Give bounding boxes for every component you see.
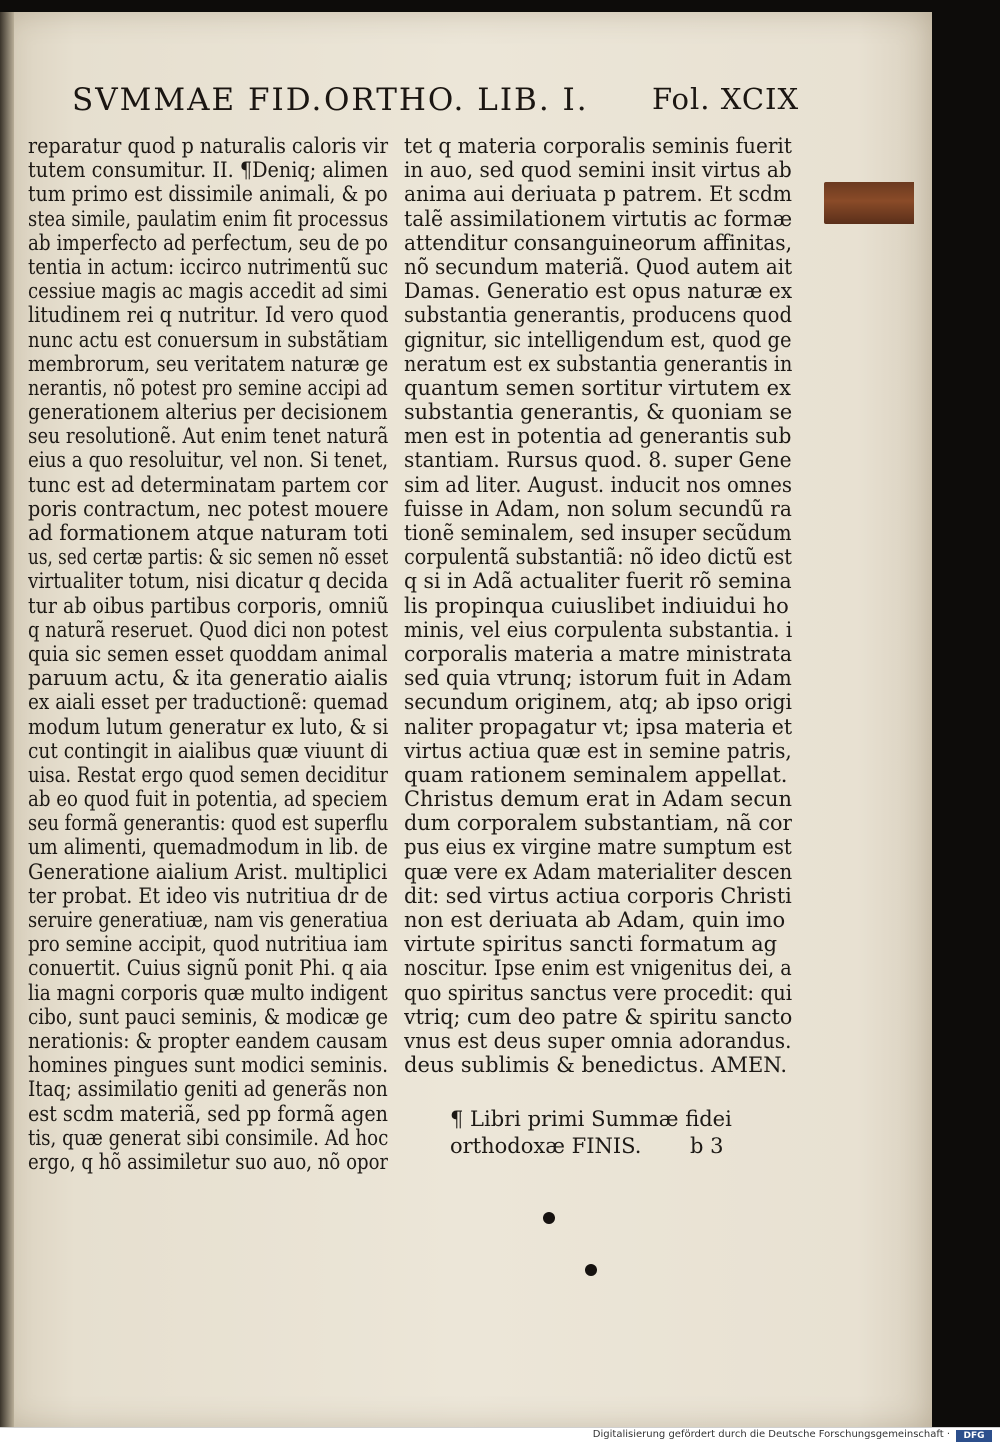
right-column-line: Damas. Generatio est opus naturæ ex (404, 279, 792, 304)
left-column-line: seu resolutionẽ. Aut enim tenet naturã (28, 424, 389, 449)
right-column-line: naliter propagatur vt; ipsa materia et (404, 714, 793, 739)
colophon-line-1: ¶ Libri primi Summæ fidei (450, 1107, 732, 1131)
bookmark-tab (824, 182, 914, 224)
right-column-line: dum corporalem substantiam, nã cor (404, 811, 792, 836)
ornament-dot (543, 1212, 555, 1224)
left-column-line: virtualiter totum, nisi dicatur q decida (28, 569, 388, 594)
left-column-line: eius a quo resoluitur, vel non. Si tenet, (28, 448, 389, 473)
right-column-line: quam rationem seminalem appellat. (404, 762, 788, 787)
left-column-line: tunc est ad determinatam partem cor (28, 472, 388, 497)
right-column-line: quæ vere ex Adam materialiter descen (404, 859, 792, 884)
right-column-line: pus eius ex virgine matre sumptum est (404, 835, 792, 860)
right-column-line: neratum est ex substantia generantis in (404, 351, 792, 376)
left-column-line: stea simile, paulatim enim fit processus (28, 206, 388, 231)
right-column-line: men est in potentia ad generantis sub (404, 424, 792, 449)
right-column-line: corpulentã substantiã: nõ ideo dictũ est (404, 545, 792, 570)
left-column-line: cut contingit in aialibus quæ viuunt di (28, 738, 388, 763)
left-column-line: nunc actu est conuersum in substãtiam (28, 327, 388, 352)
left-column-line: uisa. Restat ergo quod semen deciditur (28, 762, 388, 787)
left-column-line: lia magni corporis quæ multo indigent (28, 980, 388, 1005)
left-column-line: nerantis, nõ potest pro semine accipi ad (28, 375, 388, 400)
left-column-line: tutem consumitur. II. ¶Deniq; alimen (28, 158, 388, 183)
left-column-line: litudinem rei q nutritur. Id vero quod (28, 303, 389, 328)
right-column-line: fuisse in Adam, non solum secundũ ra (404, 496, 792, 521)
left-text-column (28, 134, 388, 1174)
header-left: SVMMAE FID. (72, 82, 324, 118)
folio-number: Fol. XCIX (652, 82, 800, 116)
right-column-line: Christus demum erat in Adam secun (404, 787, 792, 812)
right-column-line: lis propinqua cuiuslibet indiuidui ho (404, 593, 789, 618)
left-column-line: cessiue magis ac magis accedit ad simi (28, 279, 388, 304)
right-column-line: substantia generantis, producens quod (404, 303, 792, 328)
signature-mark: b 3 (690, 1134, 724, 1158)
ornament-dot (585, 1264, 597, 1276)
left-column-line: um alimenti, quemadmodum in lib. de (28, 835, 388, 860)
right-column-line: attenditur consanguineorum affinitas, (404, 230, 792, 255)
left-column-line: Generatione aialium Arist. multiplici (28, 859, 388, 884)
footer-bar (0, 1427, 1000, 1444)
left-column-line: tum primo est dissimile animali, & po (28, 182, 388, 207)
right-column-line: noscitur. Ipse enim est vnigenitus dei, a (404, 956, 792, 981)
right-column-line: dit: sed virtus actiua corporis Christi (404, 883, 792, 908)
right-column-line: non est deriuata ab Adam, quin imo (404, 908, 786, 932)
left-column-line: generationem alterius per decisionem (28, 400, 388, 425)
left-column-line: conuertit. Cuius signũ ponit Phi. q aia (28, 956, 388, 981)
left-column-line: homines pingues sunt modici seminis. (28, 1053, 389, 1078)
left-column-line: membrorum, seu veritatem naturæ ge (28, 351, 388, 376)
left-column-line: ab eo quod fuit in potentia, ad speciem (28, 787, 388, 812)
right-column-line: in auo, sed quod semini insit virtus ab (404, 158, 792, 183)
left-column-line: tur ab oibus partibus corporis, omniũ (28, 593, 389, 618)
right-column-line: corporalis materia a matre ministrata (404, 641, 792, 666)
left-column-line: tentia in actum: iccirco nutrimentũ suc (28, 254, 388, 279)
left-column-line: ter probat. Et ideo vis nutritiua dr de (28, 883, 388, 908)
left-column-line: tis, quæ generat sibi consimile. Ad hoc (28, 1125, 389, 1150)
left-column-line: est scdm materiã, sed pp formã agen (28, 1101, 388, 1126)
right-column-line: q si in Adã actualiter fuerit rõ semina (404, 569, 792, 594)
footer-credit: Digitalisierung gefördert durch die Deutsche Forschungsgemeinschaft · (592, 1429, 950, 1440)
left-column-line: quia sic semen esset quoddam animal (28, 641, 388, 666)
left-column-line: nerationis: & propter eandem causam (28, 1028, 388, 1053)
right-column-line: vnus est deus super omnia adorandus. (404, 1028, 792, 1053)
left-column-line: reparatur quod p naturalis caloris vir (28, 134, 389, 158)
left-column-line: poris contractum, nec potest mouere (28, 496, 389, 521)
right-column-line: talẽ assimilationem virtutis ac formæ (404, 206, 793, 231)
left-column-line: seruire generatiuæ, nam vis generatiua (28, 908, 388, 932)
right-column-line: virtus actiua quæ est in semine patris, (404, 738, 792, 763)
left-column-line: pro semine accipit, quod nutritiua iam (28, 932, 388, 957)
left-column-line: ad formationem atque naturam toti (28, 521, 388, 545)
right-column-line: stantiam. Rursus quod. 8. super Gene (404, 448, 792, 473)
right-column-line: quantum semen sortitur virtutem ex (404, 375, 791, 400)
right-column-line: vtriq; cum deo patre & spiritu sancto (404, 1004, 793, 1029)
left-column-line: seu formã generantis: quod est superflu (28, 811, 388, 836)
right-column-line: tionẽ seminalem, sed insuper secũdum (404, 521, 792, 545)
right-column-line: nõ secundum materiã. Quod autem ait (404, 254, 793, 279)
left-column-line: modum lutum generatur ex luto, & si (28, 714, 388, 739)
left-column-line: us, sed certæ partis: & sic semen nõ esset (28, 545, 388, 570)
colophon-line-2: orthodoxæ FINIS. (450, 1134, 642, 1158)
right-column-line: minis, vel eius corpulenta substantia. i (404, 617, 792, 642)
left-column-line: q naturã reseruet. Quod dici non potest (28, 617, 388, 642)
right-column-line: quo spiritus sanctus vere procedit: qui (404, 980, 792, 1005)
right-column-line: virtute spiritus sancti formatum ag (404, 932, 778, 957)
left-column-line: ab imperfecto ad perfectum, seu de po (28, 230, 388, 255)
right-column-line: tet q materia corporalis seminis fuerit (404, 134, 792, 158)
left-column-line: cibo, sunt pauci seminis, & modicæ ge (28, 1004, 388, 1029)
left-column-line: ergo, q hõ assimiletur suo auo, nõ opor (28, 1149, 388, 1174)
book-page (0, 12, 932, 1428)
left-column-line: ex aiali esset per traductionẽ: quemad (28, 690, 388, 715)
right-column-line: substantia generantis, & quoniam se (404, 400, 793, 425)
dfg-logo: DFG (956, 1430, 992, 1442)
page-spine-shadow (0, 12, 14, 1428)
running-header (72, 82, 800, 128)
colophon (450, 1106, 790, 1160)
left-column-line: Itaq; assimilatio geniti ad generãs non (28, 1077, 388, 1102)
right-text-column (404, 134, 792, 1077)
right-column-line: secundum originem, atq; ab ipso origi (404, 690, 792, 715)
right-column-line: anima aui deriuata p patrem. Et scdm (404, 182, 792, 207)
header-center: ORTHO. LIB. I. (324, 82, 589, 118)
right-column-line: gignitur, sic intelligendum est, quod ge (404, 327, 792, 352)
right-column-line: sed quia vtrunq; istorum fuit in Adam (404, 666, 792, 691)
right-column-line: sim ad liter. August. inducit nos omnes (404, 472, 792, 497)
right-column-line: deus sublimis & benedictus. AMEN. (404, 1053, 788, 1078)
left-column-line: paruum actu, & ita generatio aialis (28, 666, 388, 691)
